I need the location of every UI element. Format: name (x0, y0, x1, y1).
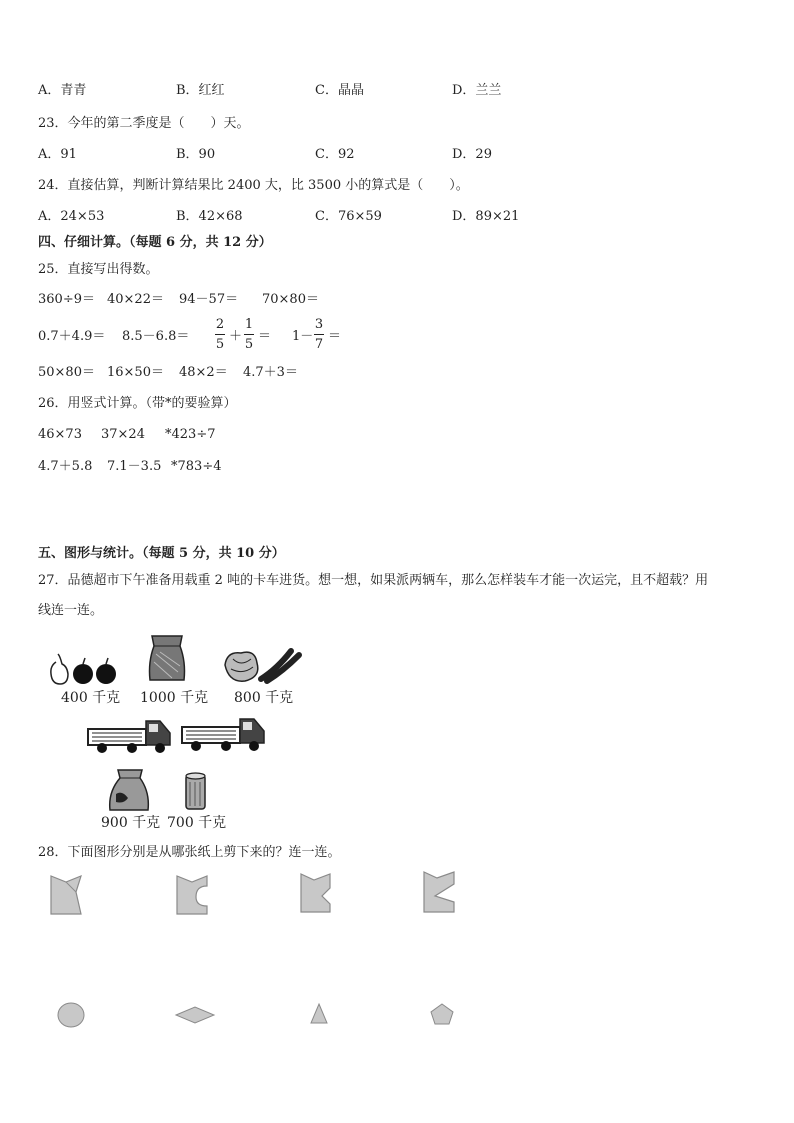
q25-item: 16×50＝ (107, 365, 164, 380)
triangle-shape[interactable] (308, 1002, 330, 1026)
q22-option-a[interactable]: A．青青 (38, 83, 87, 98)
q23-option-a[interactable]: A．91 (38, 147, 77, 162)
equals-sign: ＝ (328, 329, 342, 344)
q25-item: 8.5－6.8＝ (122, 329, 190, 344)
equals-sign: ＝ (258, 329, 272, 344)
section5-heading: 五、图形与统计。（每题 5 分，共 10 分） (38, 546, 285, 561)
folded-paper-cutout-4[interactable] (421, 870, 459, 914)
q23-stem: 23．今年的第二季度是（ ）天。 (38, 116, 250, 131)
q25-item: 0.7＋4.9＝ (38, 329, 106, 344)
q24-option-b[interactable]: B．42×68 (176, 209, 243, 224)
diamond-shape[interactable] (174, 1004, 216, 1026)
weight-label-sack: 1000 千克 (140, 690, 209, 706)
q25-item: 40×22＝ (107, 292, 164, 307)
pentagon-shape[interactable] (429, 1002, 455, 1026)
q25-item: 94－57＝ (179, 292, 239, 307)
folded-paper-cutout-1[interactable] (48, 872, 86, 916)
bag-image (106, 768, 154, 812)
q26-item: *423÷7 (165, 427, 216, 442)
section4-heading: 四、仔细计算。（每题 6 分，共 12 分） (38, 235, 272, 250)
q25-item: 360÷9＝ (38, 292, 95, 307)
barrel-image (184, 772, 208, 812)
truck-icon (180, 713, 268, 755)
numerator: 3 (314, 317, 324, 332)
denominator: 5 (215, 337, 225, 352)
q27-stem-line2: 线连一连。 (38, 603, 104, 618)
q25-item: 4.7＋3＝ (243, 365, 298, 380)
q26-item: 46×73 (38, 427, 82, 442)
q28-stem: 28．下面图形分别是从哪张纸上剪下来的？连一连。 (38, 845, 341, 860)
fruit-image (48, 652, 118, 686)
q23-option-b[interactable]: B．90 (176, 147, 216, 162)
q25-stem: 25．直接写出得数。 (38, 262, 159, 277)
fraction-1-5 (244, 318, 254, 351)
q25-item: 50×80＝ (38, 365, 95, 380)
plus-sign: ＋ (229, 329, 243, 344)
q24-option-d[interactable]: D．89×21 (452, 209, 520, 224)
q27-stem-line1: 27．品德超市下午准备用载重 2 吨的卡车进货。想一想，如果派两辆车，那么怎样装车才能一次运完，且不超载？用 (38, 573, 709, 588)
weight-label-vegetables: 800 千克 (234, 690, 294, 706)
q26-item: *783÷4 (171, 459, 222, 474)
q25-item: 70×80＝ (262, 292, 319, 307)
q26-item: 37×24 (101, 427, 145, 442)
q22-option-c[interactable]: C．晶晶 (315, 83, 364, 98)
vegetables-image (221, 645, 303, 685)
q23-option-d[interactable]: D．29 (452, 147, 492, 162)
circle-shape[interactable] (56, 1001, 86, 1029)
fraction-3-7 (314, 318, 324, 351)
q22-option-d[interactable]: D．兰兰 (452, 83, 502, 98)
numerator: 1 (244, 317, 254, 332)
numerator: 2 (215, 317, 225, 332)
q24-option-a[interactable]: A．24×53 (38, 209, 105, 224)
q25-item: 48×2＝ (179, 365, 228, 380)
q24-option-c[interactable]: C．76×59 (315, 209, 382, 224)
denominator: 5 (244, 337, 254, 352)
one-minus: 1－ (292, 329, 314, 344)
q23-option-c[interactable]: C．92 (315, 147, 355, 162)
q26-item: 7.1－3.5 (107, 459, 162, 474)
q26-stem: 26．用竖式计算。（带*的要验算） (38, 396, 237, 411)
weight-label-barrel: 700 千克 (167, 815, 227, 831)
rice-sack-image (146, 632, 188, 684)
folded-paper-cutout-3[interactable] (298, 870, 336, 914)
fraction-2-5 (215, 318, 225, 351)
truck-icon (86, 715, 174, 757)
q24-stem: 24．直接估算，判断计算结果比 2400 大，比 3500 小的算式是（ ）。 (38, 178, 469, 193)
weight-label-fruit: 400 千克 (61, 690, 121, 706)
denominator: 7 (314, 337, 324, 352)
folded-paper-cutout-2[interactable] (174, 872, 212, 916)
q22-option-b[interactable]: B．红红 (176, 83, 225, 98)
q26-item: 4.7＋5.8 (38, 459, 93, 474)
weight-label-bag: 900 千克 (101, 815, 161, 831)
